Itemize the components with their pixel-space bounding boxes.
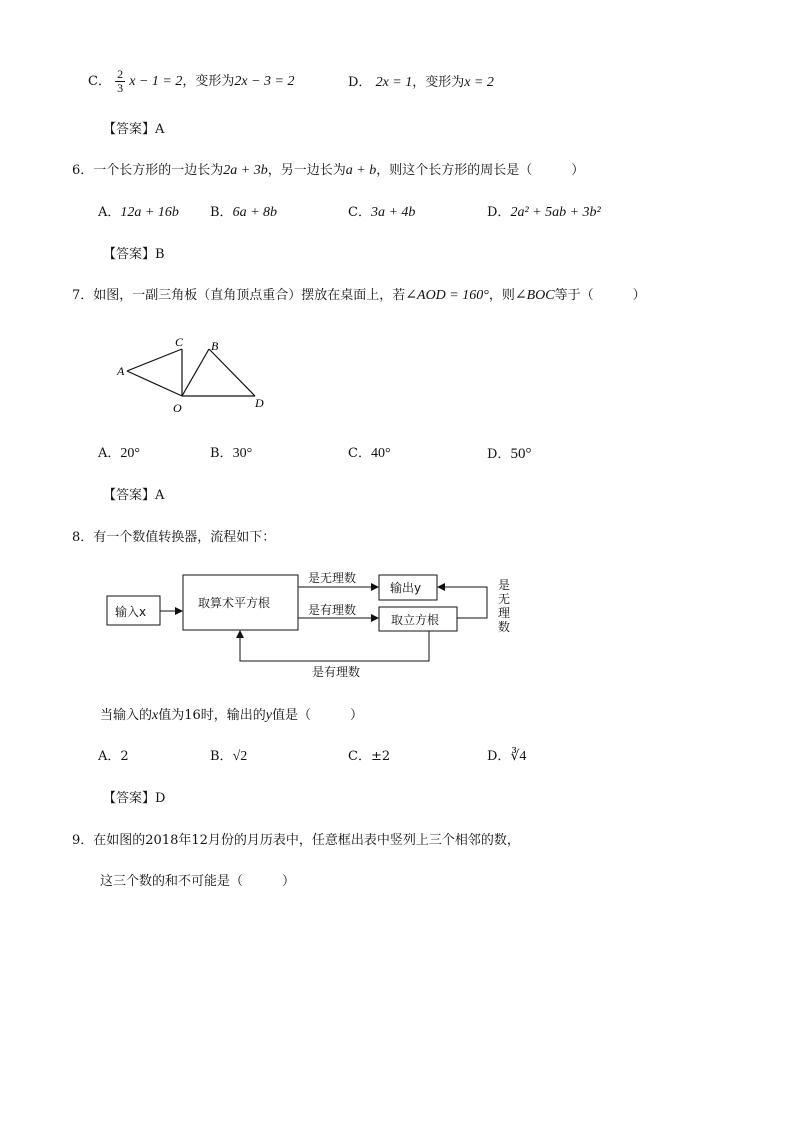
triangle-figure	[110, 330, 280, 420]
q6-option-c: C．3a + 4b	[348, 205, 416, 220]
q6-answer: 【答案】B	[103, 247, 165, 262]
q9-stem-line2: 这三个数的和不可能是（ ）	[100, 874, 296, 889]
q7-answer: 【答案】A	[103, 488, 165, 503]
label-a: A	[117, 364, 125, 378]
q6-option-b: B．6a + 8b	[210, 205, 278, 220]
q7-option-d: D．50°	[487, 446, 532, 462]
irrational-top-label: 是无理数	[308, 571, 357, 585]
q7-option-b: B．30°	[210, 446, 253, 461]
vertical-label-4: 数	[498, 620, 511, 634]
option-result: 2x − 3 = 2	[234, 74, 295, 89]
label-b: B	[211, 339, 219, 353]
q7-stem: 7．如图，一副三角板（直角顶点重合）摆放在桌面上，若∠AOD = 160°，则∠BOC等于（ ）	[72, 288, 646, 303]
q6-option-a: A．12a + 16b	[98, 205, 179, 220]
q8-option-b: B．√2	[210, 749, 248, 764]
vertical-label-1: 是	[498, 578, 511, 592]
q5-answer: 【答案】A	[103, 122, 165, 137]
q8-option-a: A．2	[98, 749, 129, 764]
q7-option-c: C．40°	[348, 446, 391, 461]
q8-answer: 【答案】D	[103, 791, 166, 806]
option-expression: x − 1 = 2	[129, 74, 183, 89]
option-text: ，变形为	[182, 74, 235, 89]
output-label: 输出y	[390, 581, 422, 595]
option-expression: 2x = 1	[375, 75, 413, 90]
q7-option-a: A．20°	[98, 446, 140, 461]
q9-stem-line1: 9．在如图的2018年12月份的月历表中，任意框出表中竖列上三个相邻的数，	[72, 833, 520, 848]
sqrt-label: 取算术平方根	[198, 596, 271, 610]
q6-stem: 6．一个长方形的一边长为2a + 3b，另一边长为a + b，则这个长方形的周长是（ ）	[72, 163, 585, 178]
fraction: $\frac{2}{3}$	[117, 67, 124, 95]
q8-option-c: C．±2	[348, 749, 391, 764]
option-result: x = 2	[464, 75, 494, 90]
q5-option-c	[88, 68, 294, 95]
option-text: ，变形为	[412, 75, 465, 90]
cbrt-label: 取立方根	[391, 613, 440, 627]
q8-stem: 8．有一个数值转换器，流程如下：	[72, 530, 276, 545]
option-label: D．	[348, 75, 372, 90]
q8-option-d: D．∛4	[487, 749, 527, 764]
option-label: C．	[88, 74, 111, 89]
q5-option-d	[348, 74, 494, 92]
label-c: C	[175, 335, 184, 349]
label-d: D	[255, 396, 264, 410]
flowchart	[100, 565, 530, 683]
rational-bottom-label: 是有理数	[312, 665, 361, 679]
q6-option-d: D．2a² + 5ab + 3b²	[487, 205, 601, 220]
vertical-label-3: 理	[498, 606, 511, 620]
q8-question: 当输入的x值为16时，输出的y值是（ ）	[100, 708, 364, 723]
input-label: 输入x	[115, 605, 147, 619]
vertical-label-2: 无	[498, 592, 511, 606]
rational-mid-label: 是有理数	[308, 603, 357, 617]
label-o: O	[173, 401, 182, 415]
